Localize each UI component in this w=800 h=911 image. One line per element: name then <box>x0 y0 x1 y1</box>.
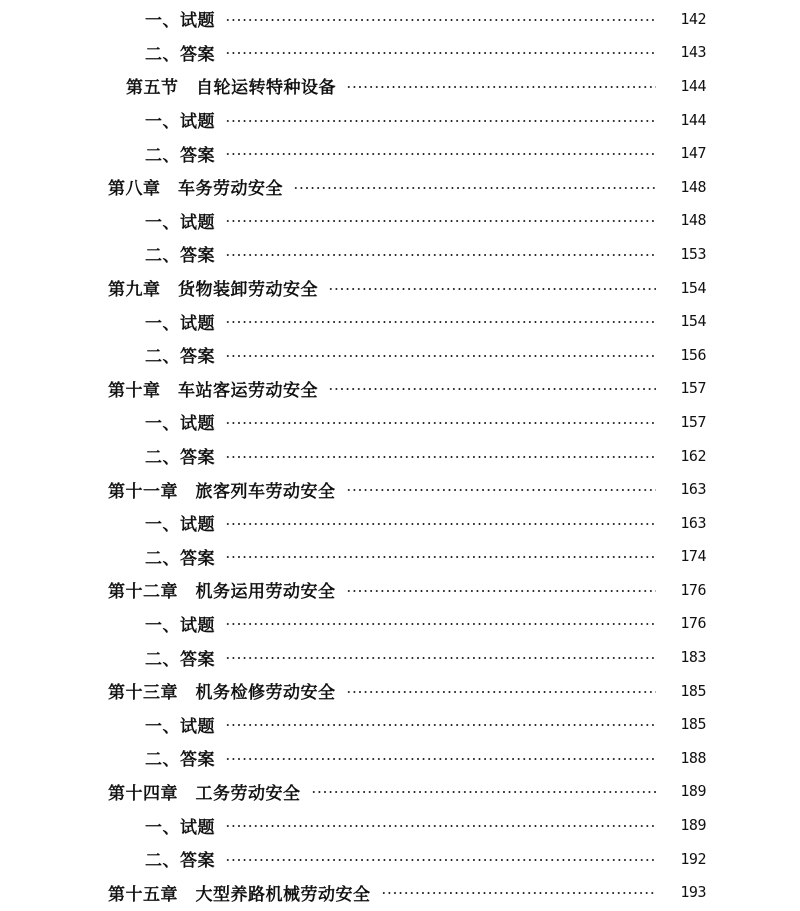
toc-entry-page-number: 154 <box>680 312 706 331</box>
dot-leader <box>346 691 657 693</box>
toc-entry-label: 一、试题 <box>145 11 215 32</box>
toc-entry-page-number: 157 <box>680 412 706 431</box>
toc-entry-label: 二、答案 <box>145 347 215 368</box>
toc-entry-page-number: 188 <box>680 748 706 767</box>
toc-entry-label: 第十五章 大型养路机械劳动安全 <box>108 884 371 905</box>
toc-entry-chapter[interactable] <box>0 875 800 909</box>
dot-leader <box>225 422 656 424</box>
dot-leader <box>225 623 656 625</box>
toc-entry-label: 二、答案 <box>145 145 215 166</box>
toc-entry-section[interactable] <box>0 69 800 103</box>
toc-entry-label: 一、试题 <box>145 515 215 536</box>
toc-entry-page-number: 189 <box>680 816 706 835</box>
toc-entry-page-number: 148 <box>680 177 706 196</box>
dot-leader <box>346 590 657 592</box>
toc-entry-page-number: 183 <box>680 648 706 667</box>
toc-entry-label: 一、试题 <box>145 615 215 636</box>
toc-entry-item[interactable] <box>0 506 800 540</box>
toc-entry-label: 二、答案 <box>145 448 215 469</box>
toc-entry-page-number: 142 <box>680 9 706 28</box>
toc-entry-page-number: 163 <box>680 480 706 499</box>
toc-entry-label: 第九章 货物装卸劳动安全 <box>108 280 318 301</box>
toc-entry-label: 第五节 自轮运转特种设备 <box>126 78 336 99</box>
toc-entry-page-number: 147 <box>680 144 706 163</box>
dot-leader <box>225 523 656 525</box>
toc-entry-label: 第八章 车务劳动安全 <box>108 179 283 200</box>
toc-entry-label: 一、试题 <box>145 716 215 737</box>
toc-entry-chapter[interactable] <box>0 573 800 607</box>
toc-entry-label: 第十章 车站客运劳动安全 <box>108 380 318 401</box>
dot-leader <box>225 220 656 222</box>
toc-entry-item[interactable] <box>0 136 800 170</box>
toc-entry-label: 一、试题 <box>145 817 215 838</box>
dot-leader <box>225 19 656 21</box>
toc-entry-page-number: 193 <box>680 883 706 902</box>
toc-entry-page-number: 148 <box>680 211 706 230</box>
dot-leader <box>225 556 656 558</box>
dot-leader <box>346 86 656 88</box>
toc-entry-item[interactable] <box>0 204 800 238</box>
toc-entry-item[interactable] <box>0 338 800 372</box>
dot-leader <box>293 187 656 189</box>
toc-entry-item[interactable] <box>0 540 800 574</box>
toc-entry-item[interactable] <box>0 439 800 473</box>
toc-entry-item[interactable] <box>0 2 800 36</box>
dot-leader <box>225 120 656 122</box>
toc-entry-label: 二、答案 <box>145 548 215 569</box>
toc-entry-page-number: 153 <box>680 244 706 263</box>
toc-entry-chapter[interactable] <box>0 372 800 406</box>
toc-entry-label: 二、答案 <box>145 246 215 267</box>
toc-entry-page-number: 185 <box>680 681 706 700</box>
toc-entry-label: 二、答案 <box>145 750 215 771</box>
toc-entry-chapter[interactable] <box>0 674 800 708</box>
toc-entry-page-number: 189 <box>680 782 706 801</box>
dot-leader <box>225 153 656 155</box>
toc-entry-item[interactable] <box>0 607 800 641</box>
dot-leader <box>225 825 656 827</box>
toc-entry-label: 一、试题 <box>145 212 215 233</box>
dot-leader <box>225 254 656 256</box>
toc-entry-item[interactable] <box>0 640 800 674</box>
table-of-contents <box>0 2 800 909</box>
toc-entry-item[interactable] <box>0 237 800 271</box>
toc-entry-item[interactable] <box>0 103 800 137</box>
dot-leader <box>328 288 656 290</box>
toc-entry-item[interactable] <box>0 36 800 70</box>
toc-entry-chapter[interactable] <box>0 775 800 809</box>
dot-leader <box>346 489 657 491</box>
dot-leader <box>225 657 656 659</box>
toc-entry-page-number: 174 <box>680 547 706 566</box>
toc-entry-item[interactable] <box>0 304 800 338</box>
toc-entry-label: 二、答案 <box>145 44 215 65</box>
toc-entry-page-number: 143 <box>680 43 706 62</box>
toc-entry-item[interactable] <box>0 707 800 741</box>
toc-entry-page-number: 176 <box>680 614 706 633</box>
dot-leader <box>311 791 657 793</box>
dot-leader <box>225 758 656 760</box>
toc-entry-page-number: 154 <box>680 278 706 297</box>
dot-leader <box>225 321 656 323</box>
toc-entry-label: 一、试题 <box>145 313 215 334</box>
toc-entry-label: 二、答案 <box>145 649 215 670</box>
toc-entry-label: 第十二章 机务运用劳动安全 <box>108 582 336 603</box>
toc-entry-item[interactable] <box>0 741 800 775</box>
toc-entry-page-number: 144 <box>680 76 706 95</box>
toc-entry-page-number: 163 <box>680 513 706 532</box>
toc-entry-chapter[interactable] <box>0 472 800 506</box>
toc-entry-chapter[interactable] <box>0 271 800 305</box>
dot-leader <box>328 388 656 390</box>
dot-leader <box>225 859 656 861</box>
dot-leader <box>381 892 657 894</box>
toc-entry-page-number: 157 <box>680 379 706 398</box>
toc-entry-page-number: 162 <box>680 446 706 465</box>
toc-entry-label: 一、试题 <box>145 414 215 435</box>
dot-leader <box>225 724 656 726</box>
toc-entry-page-number: 176 <box>680 580 706 599</box>
dot-leader <box>225 52 656 54</box>
toc-entry-label: 第十四章 工务劳动安全 <box>108 783 301 804</box>
toc-entry-page-number: 192 <box>680 849 706 868</box>
dot-leader <box>225 355 656 357</box>
toc-entry-label: 一、试题 <box>145 112 215 133</box>
toc-entry-label: 第十三章 机务检修劳动安全 <box>108 683 336 704</box>
dot-leader <box>225 456 656 458</box>
toc-entry-chapter[interactable] <box>0 170 800 204</box>
toc-entry-page-number: 185 <box>680 715 706 734</box>
toc-entry-label: 二、答案 <box>145 851 215 872</box>
toc-entry-label: 第十一章 旅客列车劳动安全 <box>108 481 336 502</box>
toc-entry-page-number: 156 <box>680 345 706 364</box>
toc-entry-page-number: 144 <box>680 110 706 129</box>
toc-entry-item[interactable] <box>0 808 800 842</box>
toc-entry-item[interactable] <box>0 842 800 876</box>
toc-entry-item[interactable] <box>0 405 800 439</box>
